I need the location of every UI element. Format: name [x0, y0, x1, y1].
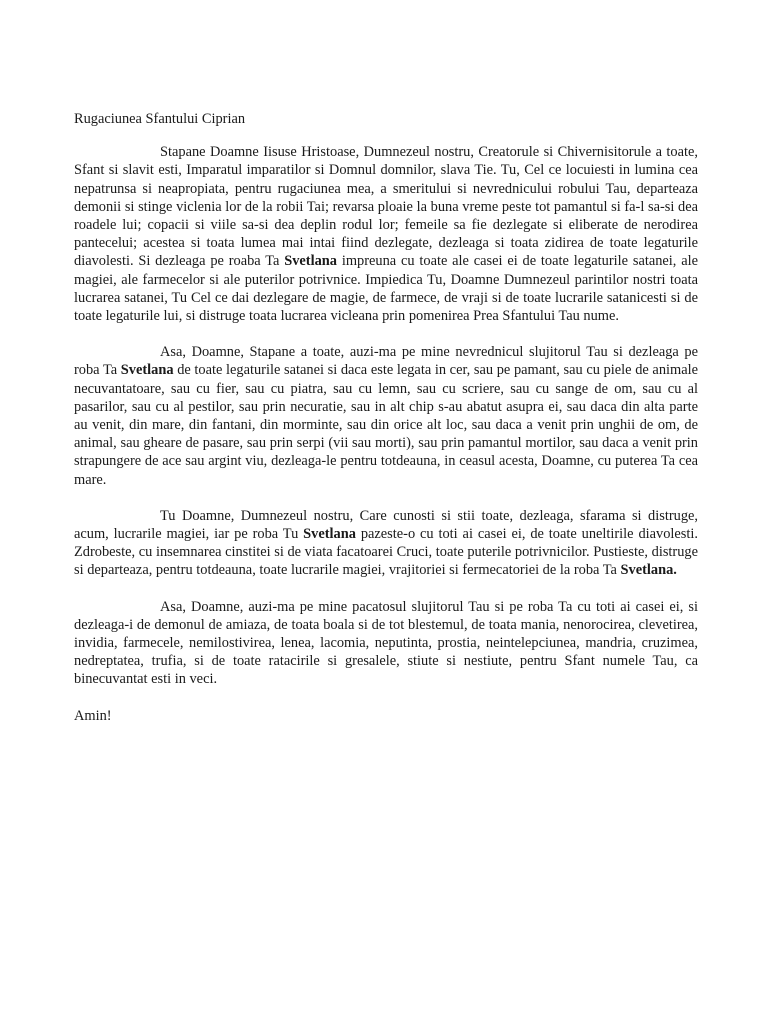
paragraph-text: Asa, Doamne, auzi-ma pe mine pacatosul slujitorul Tau si pe roba Ta cu toti ai casei ei, si dezleaga-i de demonul de amiaza, de toata boala si de tot blestemul, de toata mania, nenorocirea, clevetirea, invidia, farmecele, nemilostivirea, lenea, lacomia, neputinta, prostia, neintelepciunea, mandria, cruzimea, nedreptatea, trufia, si de toate ratacirile si gresalele, stiute si nestiute, pentru Sfant numele Tau, ca binecuvantat esti in veci.	[74, 598, 698, 688]
document-body	[74, 110, 698, 725]
paragraph	[74, 343, 698, 489]
paragraph-text: impreuna cu toate ale casei ei de toate legaturile satanei, ale magiei, ale farmecelor si ale puterilor potrivnice. Impiedica Tu, Doamne Dumnezeul parintilor nostri toata lucrarea satanei, Tu Cel ce dai dezlegare de magie, de farmece, de vraji si de toate lucrarile satanicesti si de toate legaturile lui, si distruge toata lucrarea vicleana prin pomenirea Prea Sfantului Tau nume.	[74, 253, 698, 325]
paragraph-text: Asa, Doamne, Stapane a toate, auzi-ma pe mine nevrednicul slujitorul Tau si dezleaga pe roba Ta	[74, 344, 698, 379]
bold-name: Svetlana	[284, 253, 337, 270]
paragraph-text: de toate legaturile satanei si daca este legata in cer, sau pe pamant, sau cu piele de animale necuvantatoare, sau cu fier, sau cu piatra, sau cu lemn, sau cu scriere, sau cu sange de om, sau cu al pasarilor, sau cu al pestilor, sau prin necuratie, sau in alt chip s-au abatut asupra ei, sau daca din alta parte au venit, din mare, din fantani, din morminte, sau din orice alt loc, sau daca a venit prin unghii de om, de animal, sau gheare de pasare, sau prin serpi (vii sau morti), sau prin pamantul mortilor, sau daca a venit prin strapungere de ace sau argint viu, dezleaga-le pentru totdeauna, in ceasul acesta, Doamne, cu puterea Ta cea mare.	[74, 362, 698, 488]
paragraph	[74, 143, 698, 325]
paragraph	[74, 507, 698, 580]
bold-name: Svetlana	[303, 526, 356, 543]
closing-line: Amin!	[74, 707, 112, 724]
paragraph-text: Stapane Doamne Iisuse Hristoase, Dumnezeul nostru, Creatorule si Chivernisitorule a toate, Sfant si slavit esti, Imparatul imparatilor si Domnul domnilor, slava Tie. Tu, Cel ce locuiesti in lumina cea nepatrunsa si neapropiata, pentru rugaciunea mea, a smeritului si nevrednicului robului Tau, departeaza demonii si stinge viclenia lor de la robii Tai; revarsa ploaie la buna vreme peste tot pamantul si fa-l sa-si dea roadele lui; copacii si viile sa-si dea deplin rodul lor; femeile sa fie dezlegate si eliberate de nerodirea pantecelui; acestea si toata lumea mai intai fiind dezlegate, dezleaga si toata zidirea de toate legaturile diavolesti. Si dezleaga pe roaba Ta	[74, 144, 698, 270]
paragraph-text: pazeste-o cu toti ai casei ei, de toate uneltirile diavolesti. Zdrobeste, cu insemnarea cinstitei si de viata facatoarei Cruci, toate puterile potrivnicilor. Pustieste, distruge si departeaza, pentru totdeauna, toate lucrarile magiei, vrajitoriei si fermecatoriei de la roba Ta	[74, 526, 698, 579]
document-paragraphs	[74, 143, 698, 688]
document-title: Rugaciunea Sfantului Ciprian	[74, 111, 246, 127]
bold-name: Svetlana.	[620, 562, 677, 579]
bold-name: Svetlana	[120, 362, 174, 379]
paragraph-text: Tu Doamne, Dumnezeul nostru, Care cunosti si stii toate, dezleaga, sfarama si distruge, acum, lucrarile magiei, iar pe roba Tu	[74, 507, 698, 543]
paragraph	[74, 598, 698, 689]
